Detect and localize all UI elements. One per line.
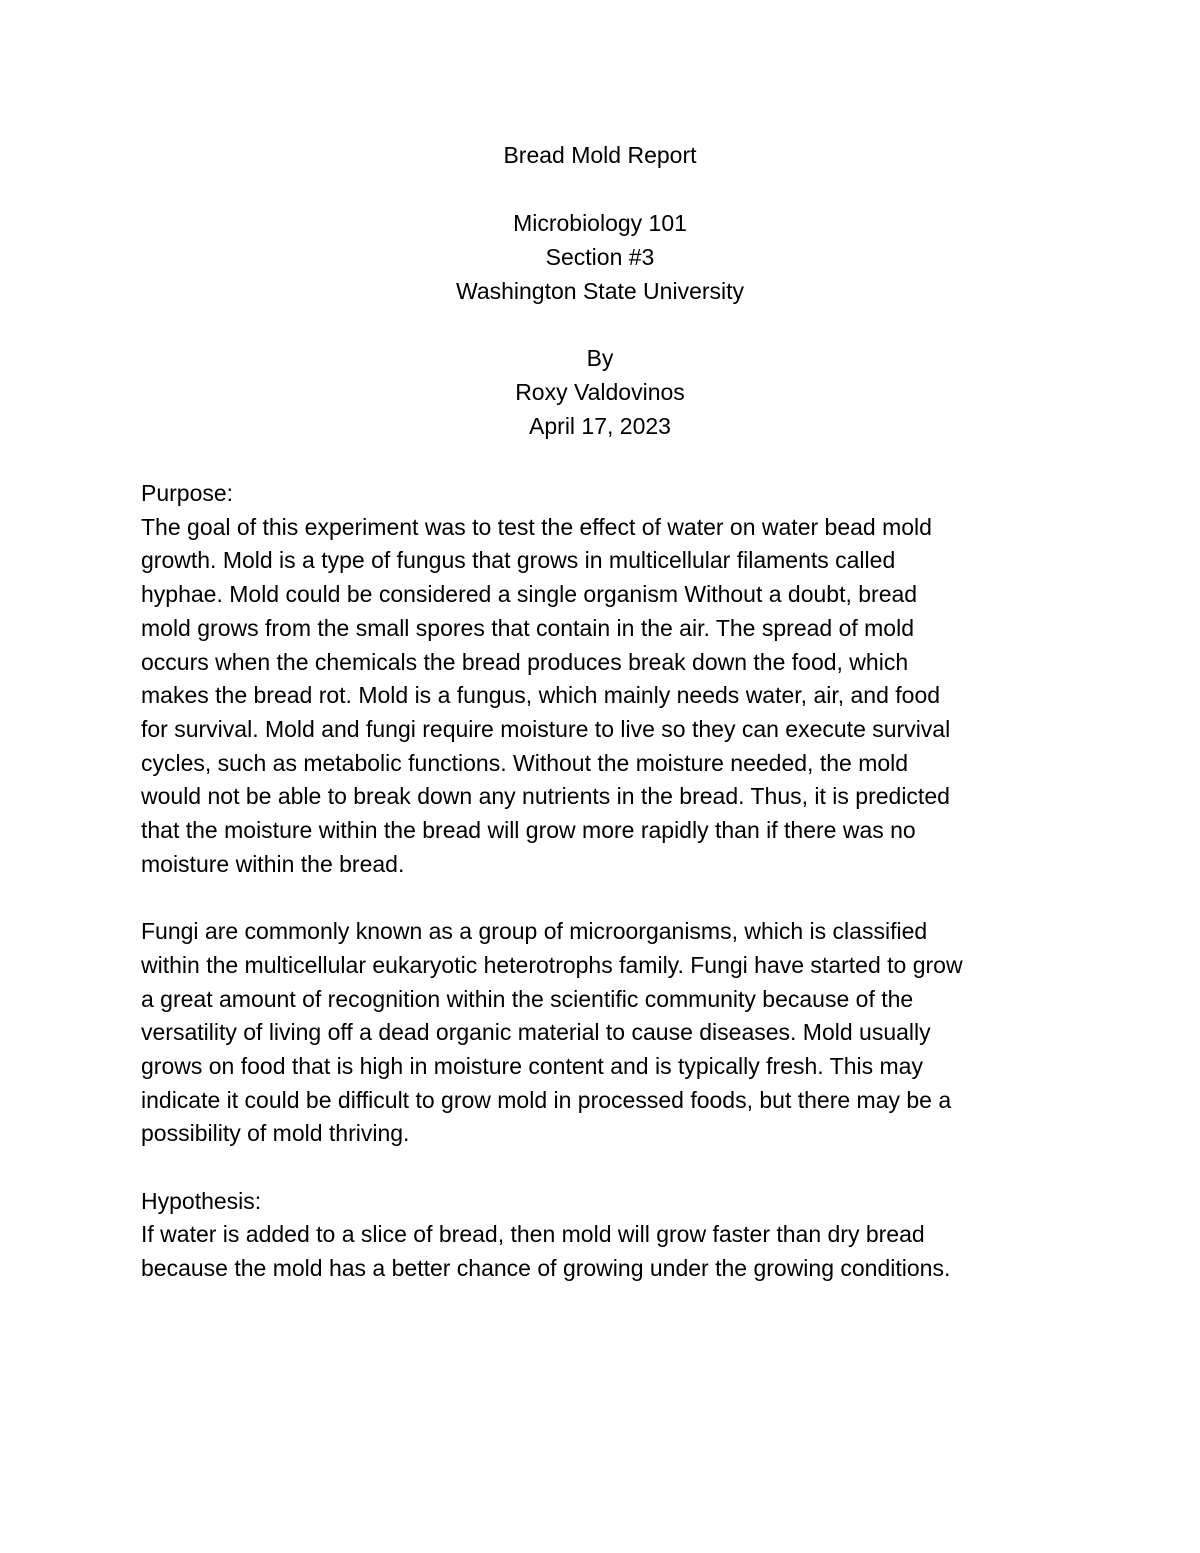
paragraph-line: for survival. Mold and fungi require moisture to live so they can execute survival [141,715,951,742]
paragraph-line: indicate it could be difficult to grow mold in processed foods, but there may be a [141,1086,952,1113]
report-body [141,477,1071,1286]
paragraph-line: hyphae. Mold could be considered a single organism Without a doubt, bread [141,581,918,608]
paragraph-line: If water is added to a slice of bread, then mold will grow faster than dry bread [141,1221,925,1248]
paragraph-line: cycles, such as metabolic functions. Without the moisture needed, the mold [141,749,909,776]
hypothesis-heading: Hypothesis: [141,1187,262,1214]
paragraph-line: grows on food that is high in moisture content and is typically fresh. This may [141,1052,923,1079]
paragraph-line: a great amount of recognition within the scientific community because of the [141,985,914,1012]
author-name: Roxy Valdovinos [515,379,685,406]
paragraph-line: that the moisture within the bread will grow more rapidly than if there was no [141,817,916,844]
paragraph-line: would not be able to break down any nutrients in the bread. Thus, it is predicted [141,783,950,810]
paragraph-line: makes the bread rot. Mold is a fungus, which mainly needs water, air, and food [141,682,941,709]
paragraph-line: mold grows from the small spores that contain in the air. The spread of mold [141,614,915,641]
blank-line [0,309,1200,343]
report-date: April 17, 2023 [529,413,671,440]
paragraph-line: occurs when the chemicals the bread produces break down the food, which [141,648,909,675]
course-name: Microbiology 101 [513,209,687,236]
purpose-heading: Purpose: [141,480,234,506]
paragraph-line: Fungi are commonly known as a group of microorganisms, which is classified [141,918,928,945]
title-block [0,139,1200,444]
purpose-paragraph-2 [141,915,1071,1151]
section-number: Section #3 [545,243,655,270]
paragraph-line: The goal of this experiment was to test the effect of water on water bead mold [141,513,932,540]
report-title: Bread Mold Report [503,142,697,168]
paragraph-line: growth. Mold is a type of fungus that grows in multicellular filaments called [141,547,896,574]
by-label: By [586,345,614,372]
paragraph-line: because the mold has a better chance of growing under the growing conditions. [141,1255,951,1282]
blank-line [141,1151,1071,1185]
purpose-paragraph-1 [141,511,1071,882]
paragraph-line: within the multicellular eukaryotic heterotrophs family. Fungi have started to grow [141,951,963,978]
university-name: Washington State University [455,277,745,304]
paragraph-line: moisture within the bread. [141,850,405,877]
paragraph-line: possibility of mold thriving. [141,1120,410,1147]
paragraph-line: versatility of living off a dead organic material to cause diseases. Mold usually [141,1019,931,1046]
hypothesis-paragraph [141,1218,1071,1285]
blank-line [141,881,1071,915]
blank-line [0,173,1200,207]
